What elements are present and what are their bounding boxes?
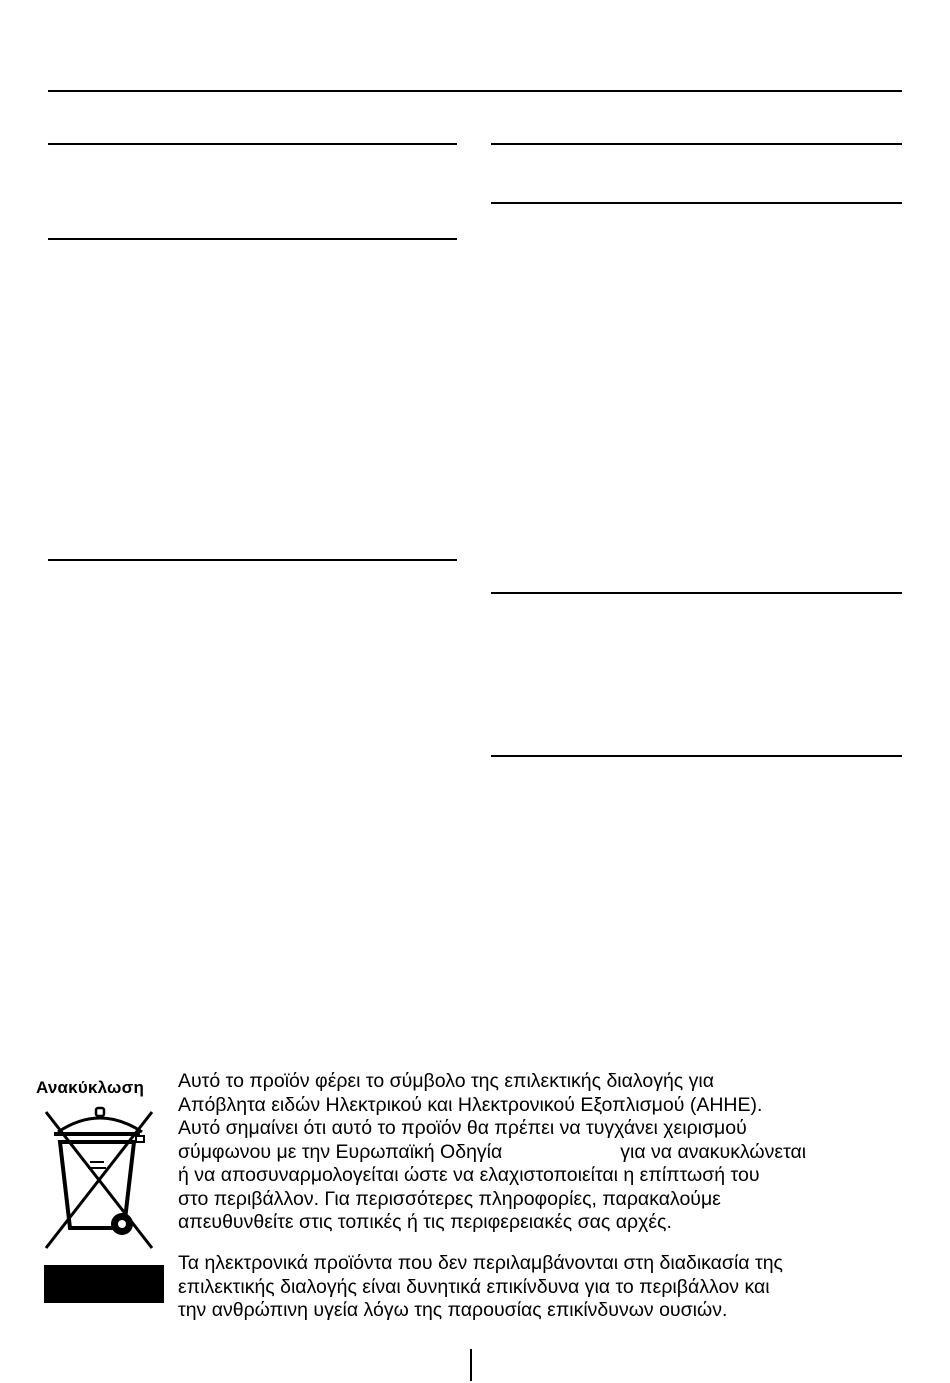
text-line: ή να αποσυναρμολογείται ώστε να ελαχιστοποιείται η επίπτωσή του [178,1164,760,1186]
text-line: επιλεκτικής διαλογής είναι δυνητικά επικίνδυνα για το περιβάλλον και [178,1275,770,1298]
right-column-rule-3 [491,592,902,594]
page-number-marker [470,1349,472,1381]
text-line: την ανθρώπινη υγεία λόγω της παρουσίας επικίνδυνων ουσιών. [178,1299,728,1321]
text-line: Απόβλητα ειδών Ηλεκτρικού και Ηλεκτρονικού Εξοπλισμού (ΑΗΗΕ). [178,1093,763,1116]
recycling-paragraph-2 [178,1252,923,1323]
text-segment: για να ανακυκλώνεται [620,1140,807,1163]
recycling-paragraph-1 [178,1070,923,1235]
text-line: απευθυνθείτε στις τοπικές ή τις περιφερειακές σας αρχές. [178,1211,672,1233]
left-column-rule-2 [48,238,457,240]
text-line: Αυτό σημαίνει ότι αυτό το προϊόν θα πρέπει να τυγχάνει χειρισμού [178,1117,747,1139]
crossed-out-wheelie-bin-icon [40,1102,164,1252]
text-line: στο περιβάλλον. Για περισσότερες πληροφορίες, παρακαλούμε [178,1187,721,1210]
recycling-heading: Ανακύκλωση [36,1078,145,1097]
text-line-with-gap [178,1141,923,1165]
text-line: Τα ηλεκτρονικά προϊόντα που δεν περιλαμβάνονται στη διαδικασία της [178,1252,783,1274]
top-full-rule [48,90,902,92]
left-column-rule-1 [48,143,457,145]
recycling-section [0,1070,950,1330]
right-column-rule-4 [491,755,902,757]
text-segment: σύμφωνου με την Ευρωπαϊκή Οδηγία [178,1140,503,1163]
right-column-rule-1 [491,143,902,145]
black-bar-marker [44,1265,164,1303]
text-line: Αυτό το προϊόν φέρει το σύμβολο της επιλεκτικής διαλογής για [178,1070,714,1092]
left-column-rule-3 [48,559,457,561]
right-column-rule-2 [491,202,902,204]
